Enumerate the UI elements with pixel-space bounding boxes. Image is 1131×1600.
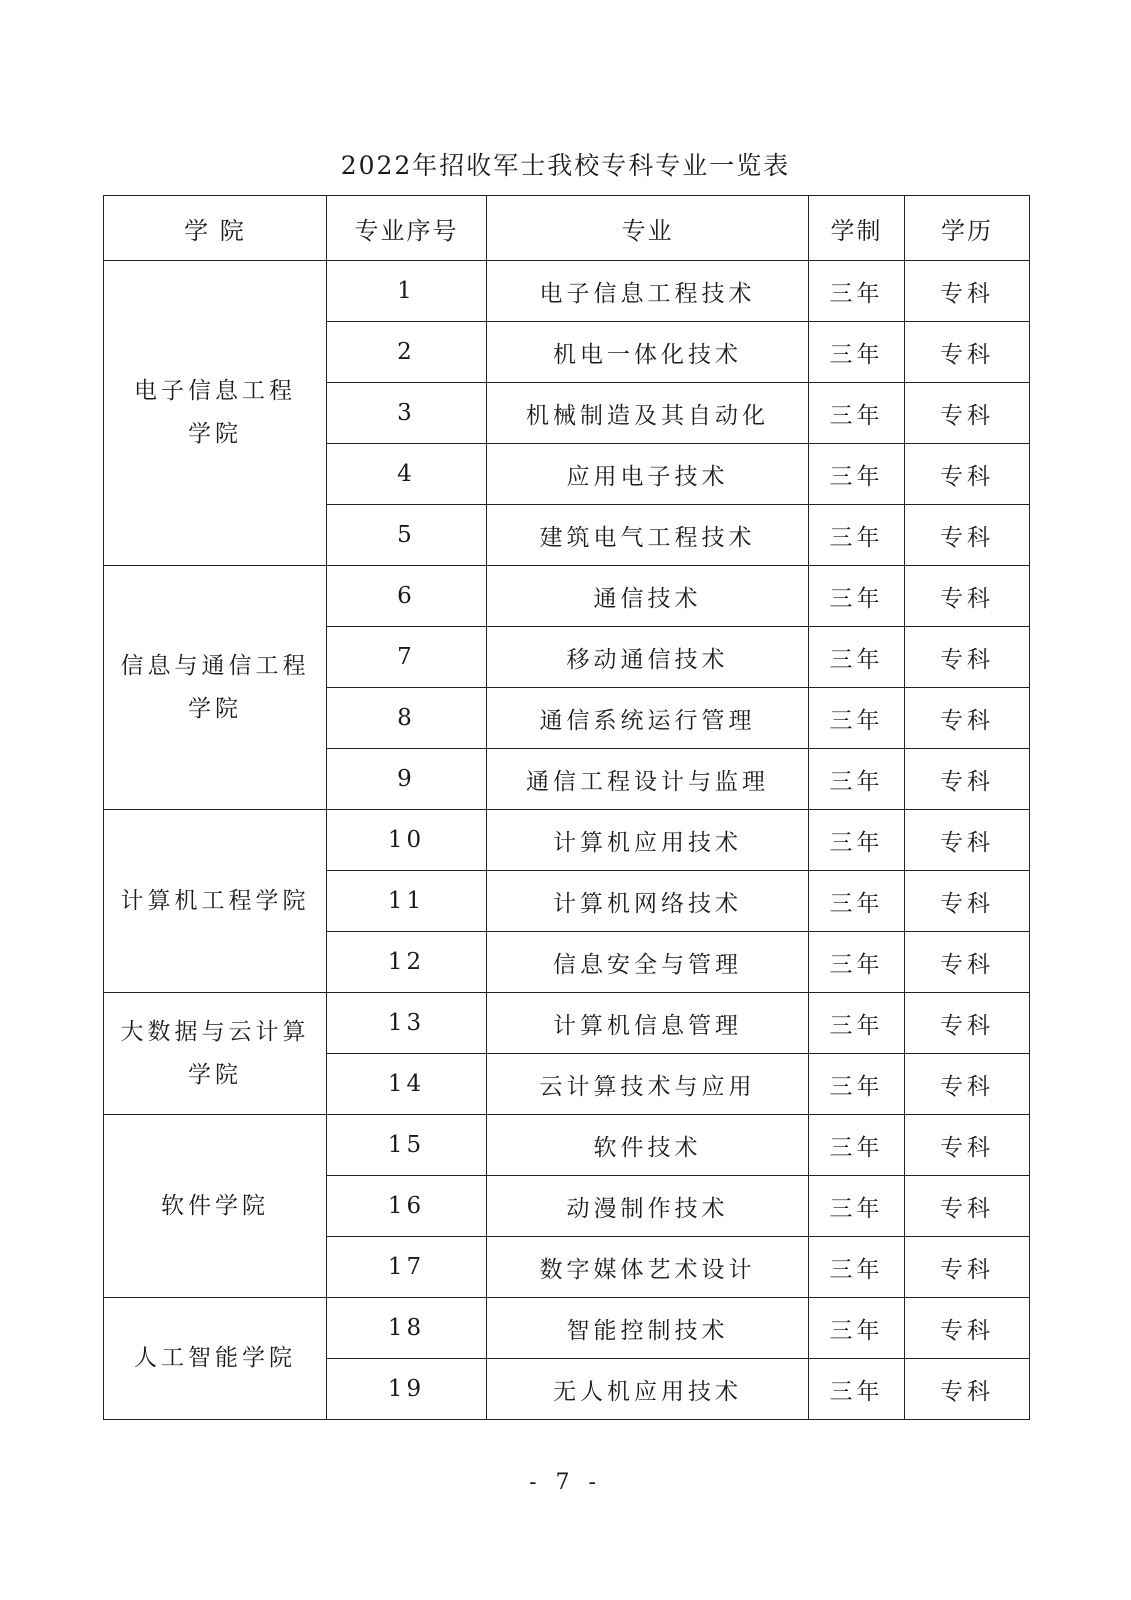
major-name-cell: 计算机信息管理: [487, 993, 809, 1054]
majors-table: [103, 195, 1030, 1420]
major-number-cell: 8: [327, 688, 487, 749]
duration-cell: 三年: [809, 1054, 905, 1115]
college-name-line1: 软件学院: [161, 1192, 269, 1219]
degree-cell: 专科: [905, 383, 1030, 444]
table-row: [104, 566, 1030, 627]
table-row: [104, 1115, 1030, 1176]
degree-cell: 专科: [905, 993, 1030, 1054]
major-number-cell: 7: [327, 627, 487, 688]
duration-cell: 三年: [809, 322, 905, 383]
degree-cell: 专科: [905, 871, 1030, 932]
duration-cell: 三年: [809, 566, 905, 627]
table-row: [104, 261, 1030, 322]
degree-cell: 专科: [905, 1054, 1030, 1115]
major-name-cell: 移动通信技术: [487, 627, 809, 688]
major-name-cell: 软件技术: [487, 1115, 809, 1176]
duration-cell: 三年: [809, 1176, 905, 1237]
major-name-cell: 计算机网络技术: [487, 871, 809, 932]
major-name-cell: 电子信息工程技术: [487, 261, 809, 322]
duration-cell: 三年: [809, 1359, 905, 1420]
college-name-line1: 计算机工程学院: [120, 887, 310, 914]
college-name-line2: 学院: [188, 421, 242, 447]
duration-cell: 三年: [809, 871, 905, 932]
major-number-cell: 14: [327, 1054, 487, 1115]
degree-cell: 专科: [905, 261, 1030, 322]
duration-cell: 三年: [809, 932, 905, 993]
major-number-cell: 1: [327, 261, 487, 322]
major-name-cell: 云计算技术与应用: [487, 1054, 809, 1115]
header-row: [104, 196, 1030, 261]
table-body: [104, 261, 1030, 1420]
degree-cell: 专科: [905, 566, 1030, 627]
major-number-cell: 11: [327, 871, 487, 932]
header-college: 学 院: [104, 196, 327, 261]
duration-cell: 三年: [809, 383, 905, 444]
header-number: 专业序号: [327, 196, 487, 261]
header-degree: 学历: [905, 196, 1030, 261]
degree-cell: 专科: [905, 688, 1030, 749]
college-name-line1: 信息与通信工程: [120, 652, 310, 679]
college-cell: [104, 566, 327, 810]
major-number-cell: 15: [327, 1115, 487, 1176]
duration-cell: 三年: [809, 688, 905, 749]
major-number-cell: 2: [327, 322, 487, 383]
degree-cell: 专科: [905, 1237, 1030, 1298]
document-title: 2022年招收军士我校专科专业一览表: [340, 151, 791, 180]
degree-cell: 专科: [905, 1298, 1030, 1359]
college-name-line1: 人工智能学院: [134, 1345, 296, 1371]
major-number-cell: 6: [327, 566, 487, 627]
major-number-cell: 10: [327, 810, 487, 871]
major-name-cell: 信息安全与管理: [487, 932, 809, 993]
major-number-cell: 13: [327, 993, 487, 1054]
degree-cell: 专科: [905, 749, 1030, 810]
duration-cell: 三年: [809, 1298, 905, 1359]
table-header: [104, 196, 1030, 261]
college-cell: [104, 261, 327, 566]
college-name-line1: 大数据与云计算: [120, 1018, 310, 1045]
major-number-cell: 17: [327, 1237, 487, 1298]
college-name-line2: 学院: [188, 695, 242, 722]
duration-cell: 三年: [809, 1237, 905, 1298]
degree-cell: 专科: [905, 322, 1030, 383]
college-cell: [104, 993, 327, 1115]
page-number: - 7 -: [529, 1470, 602, 1495]
degree-cell: 专科: [905, 1359, 1030, 1420]
major-number-cell: 16: [327, 1176, 487, 1237]
degree-cell: 专科: [905, 444, 1030, 505]
major-name-cell: 通信系统运行管理: [487, 688, 809, 749]
major-name-cell: 机电一体化技术: [487, 322, 809, 383]
duration-cell: 三年: [809, 444, 905, 505]
college-cell: [104, 1298, 327, 1420]
college-cell: [104, 1115, 327, 1298]
major-name-cell: 机械制造及其自动化: [487, 383, 809, 444]
duration-cell: 三年: [809, 627, 905, 688]
major-name-cell: 动漫制作技术: [487, 1176, 809, 1237]
table-row: [104, 1298, 1030, 1359]
major-name-cell: 无人机应用技术: [487, 1359, 809, 1420]
major-number-cell: 12: [327, 932, 487, 993]
college-name-line2: 学院: [188, 1061, 242, 1088]
degree-cell: 专科: [905, 627, 1030, 688]
major-number-cell: 5: [327, 505, 487, 566]
major-name-cell: 数字媒体艺术设计: [487, 1237, 809, 1298]
header-major: 专业: [487, 196, 809, 261]
major-name-cell: 智能控制技术: [487, 1298, 809, 1359]
major-number-cell: 9: [327, 749, 487, 810]
degree-cell: 专科: [905, 505, 1030, 566]
duration-cell: 三年: [809, 993, 905, 1054]
table-row: [104, 810, 1030, 871]
degree-cell: 专科: [905, 1115, 1030, 1176]
degree-cell: 专科: [905, 932, 1030, 993]
duration-cell: 三年: [809, 261, 905, 322]
major-name-cell: 应用电子技术: [487, 444, 809, 505]
major-number-cell: 19: [327, 1359, 487, 1420]
table-row: [104, 993, 1030, 1054]
duration-cell: 三年: [809, 1115, 905, 1176]
header-duration: 学制: [809, 196, 905, 261]
duration-cell: 三年: [809, 505, 905, 566]
duration-cell: 三年: [809, 749, 905, 810]
major-name-cell: 计算机应用技术: [487, 810, 809, 871]
major-name-cell: 通信技术: [487, 566, 809, 627]
duration-cell: 三年: [809, 810, 905, 871]
major-number-cell: 4: [327, 444, 487, 505]
major-number-cell: 3: [327, 383, 487, 444]
college-name-line1: 电子信息工程: [134, 378, 296, 404]
degree-cell: 专科: [905, 1176, 1030, 1237]
major-number-cell: 18: [327, 1298, 487, 1359]
degree-cell: 专科: [905, 810, 1030, 871]
college-cell: [104, 810, 327, 993]
major-name-cell: 通信工程设计与监理: [487, 749, 809, 810]
major-name-cell: 建筑电气工程技术: [487, 505, 809, 566]
